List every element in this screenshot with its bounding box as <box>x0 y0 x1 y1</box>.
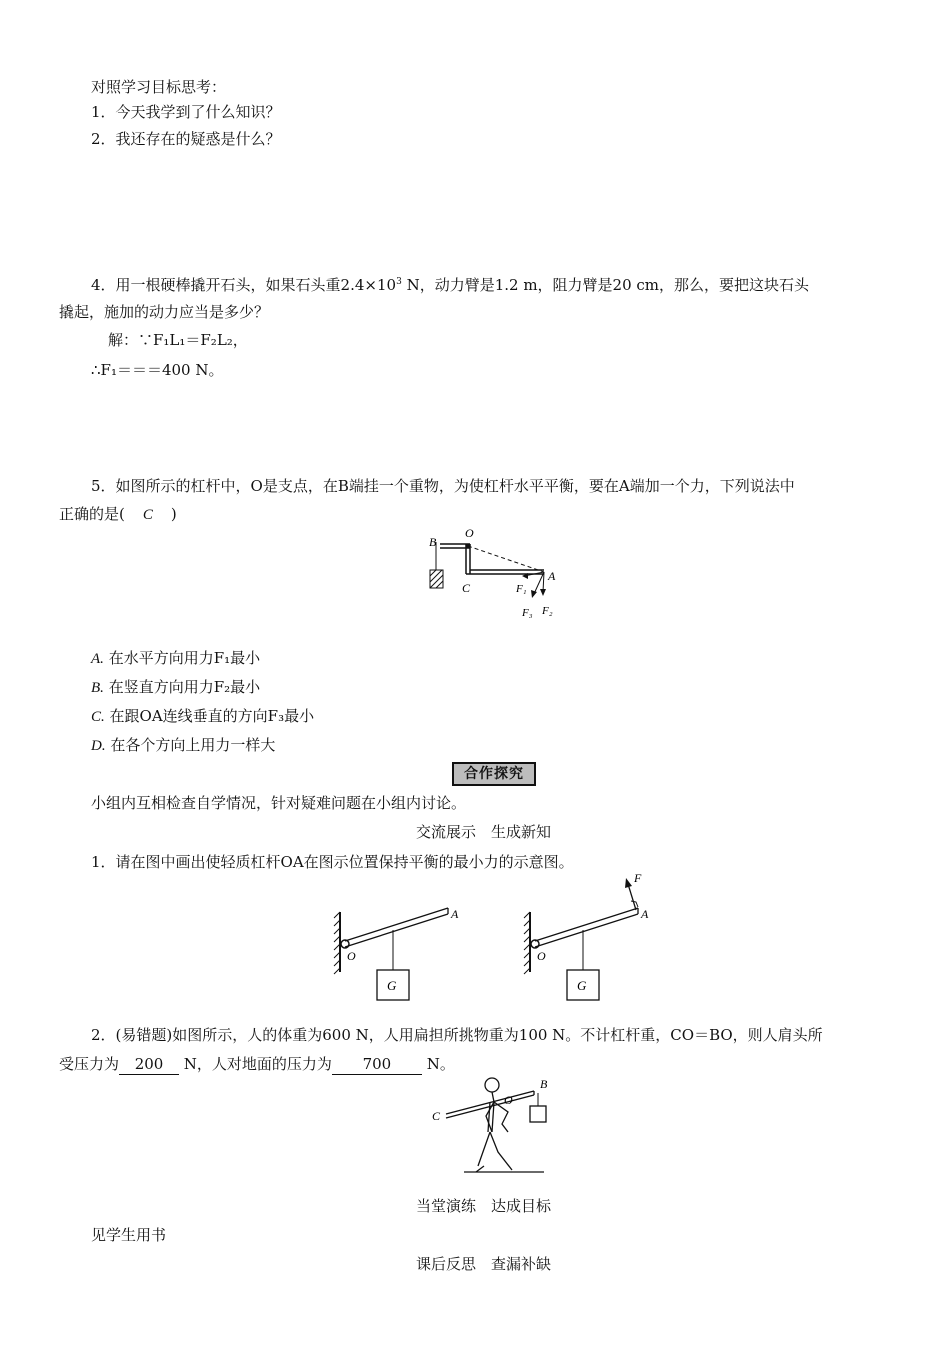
label-O: O <box>504 1093 513 1107</box>
label-O: O <box>537 949 546 963</box>
q5-option-d: D. 在各个方向上用力一样大 <box>91 736 276 754</box>
reflect-q1: 1．今天我学到了什么知识？ <box>91 103 281 121</box>
ex1-text: 1．请在图中画出使轻质杠杆OA在图示位置保持平衡的最小力的示意图。 <box>91 853 574 871</box>
q4-solution-1: 解：∵F₁L₁＝F₂L₂， <box>108 331 248 349</box>
label-O: O <box>465 528 474 540</box>
q5-line2: 正确的是( C ) <box>59 505 177 523</box>
reflect-q2: 2．我还存在的疑惑是什么？ <box>91 130 281 148</box>
lever-figure-q5 <box>420 528 570 628</box>
label-A: A <box>451 907 459 921</box>
label-A: A <box>641 907 649 921</box>
label-C: C <box>432 1109 441 1123</box>
q5-line1: 5．如图所示的杠杆中，O是支点，在B端挂一个重物，为使杠杆水平平衡，要在A端加一个力，下列说法中 <box>91 477 795 495</box>
label-F3: F₃ <box>522 607 533 619</box>
section-badge: 合作探究 <box>452 762 536 786</box>
label-B: B <box>540 1077 548 1091</box>
reflect-heading: 对照学习目标思考： <box>91 78 227 96</box>
label-F: F <box>634 871 642 885</box>
q4-solution-2: ∴F₁＝＝＝400 N。 <box>91 361 224 379</box>
label-G: G <box>387 978 397 993</box>
section-title-reflection: 课后反思 查漏补缺 <box>416 1255 552 1273</box>
see-student-book: 见学生用书 <box>91 1226 167 1244</box>
label-A: A <box>548 569 556 583</box>
q5-option-a: A. 在水平方向用力F₁最小 <box>91 649 261 667</box>
person-shoulder-pole-figure <box>426 1074 576 1192</box>
label-F2: F₂ <box>542 605 553 617</box>
label-F1: F₁ <box>516 583 527 595</box>
label-B: B <box>429 535 437 549</box>
ex2-line1: 2．(易错题)如图所示，人的体重为600 N，人用扁担所挑物重为100 N。不计杠杆重，CO＝BO，则人肩头所 <box>91 1026 823 1044</box>
label-O: O <box>347 949 356 963</box>
lever-figure-right <box>520 868 660 1010</box>
ex2-line2: 受压力为 200 N，人对地面的压力为 700 N。 <box>59 1055 455 1073</box>
q4-line1: 4．用一根硬棒撬开石头，如果石头重$2.4\times 10^3$ N，动力臂是1.2 m，阻力臂是20 cm，那么，要把这块石头 <box>91 276 810 294</box>
label-C: C <box>462 581 471 595</box>
section-title-exchange: 交流展示 生成新知 <box>416 823 552 841</box>
coop-intro: 小组内互相检查自学情况，针对疑难问题在小组内讨论。 <box>91 794 467 812</box>
q5-answer: C <box>142 507 153 523</box>
q5-option-b: B. 在竖直方向用力F₂最小 <box>91 678 261 696</box>
blank-ground-pressure: 700 <box>332 1054 422 1075</box>
section-title-practice: 当堂演练 达成目标 <box>416 1197 552 1215</box>
blank-shoulder-pressure: 200 <box>119 1054 179 1075</box>
q5-option-c: C. 在跟OA连线垂直的方向F₃最小 <box>91 707 315 725</box>
label-G: G <box>577 978 587 993</box>
lever-figure-left <box>330 900 470 1010</box>
q4-line2: 撬起，施加的动力应当是多少？ <box>59 303 270 321</box>
